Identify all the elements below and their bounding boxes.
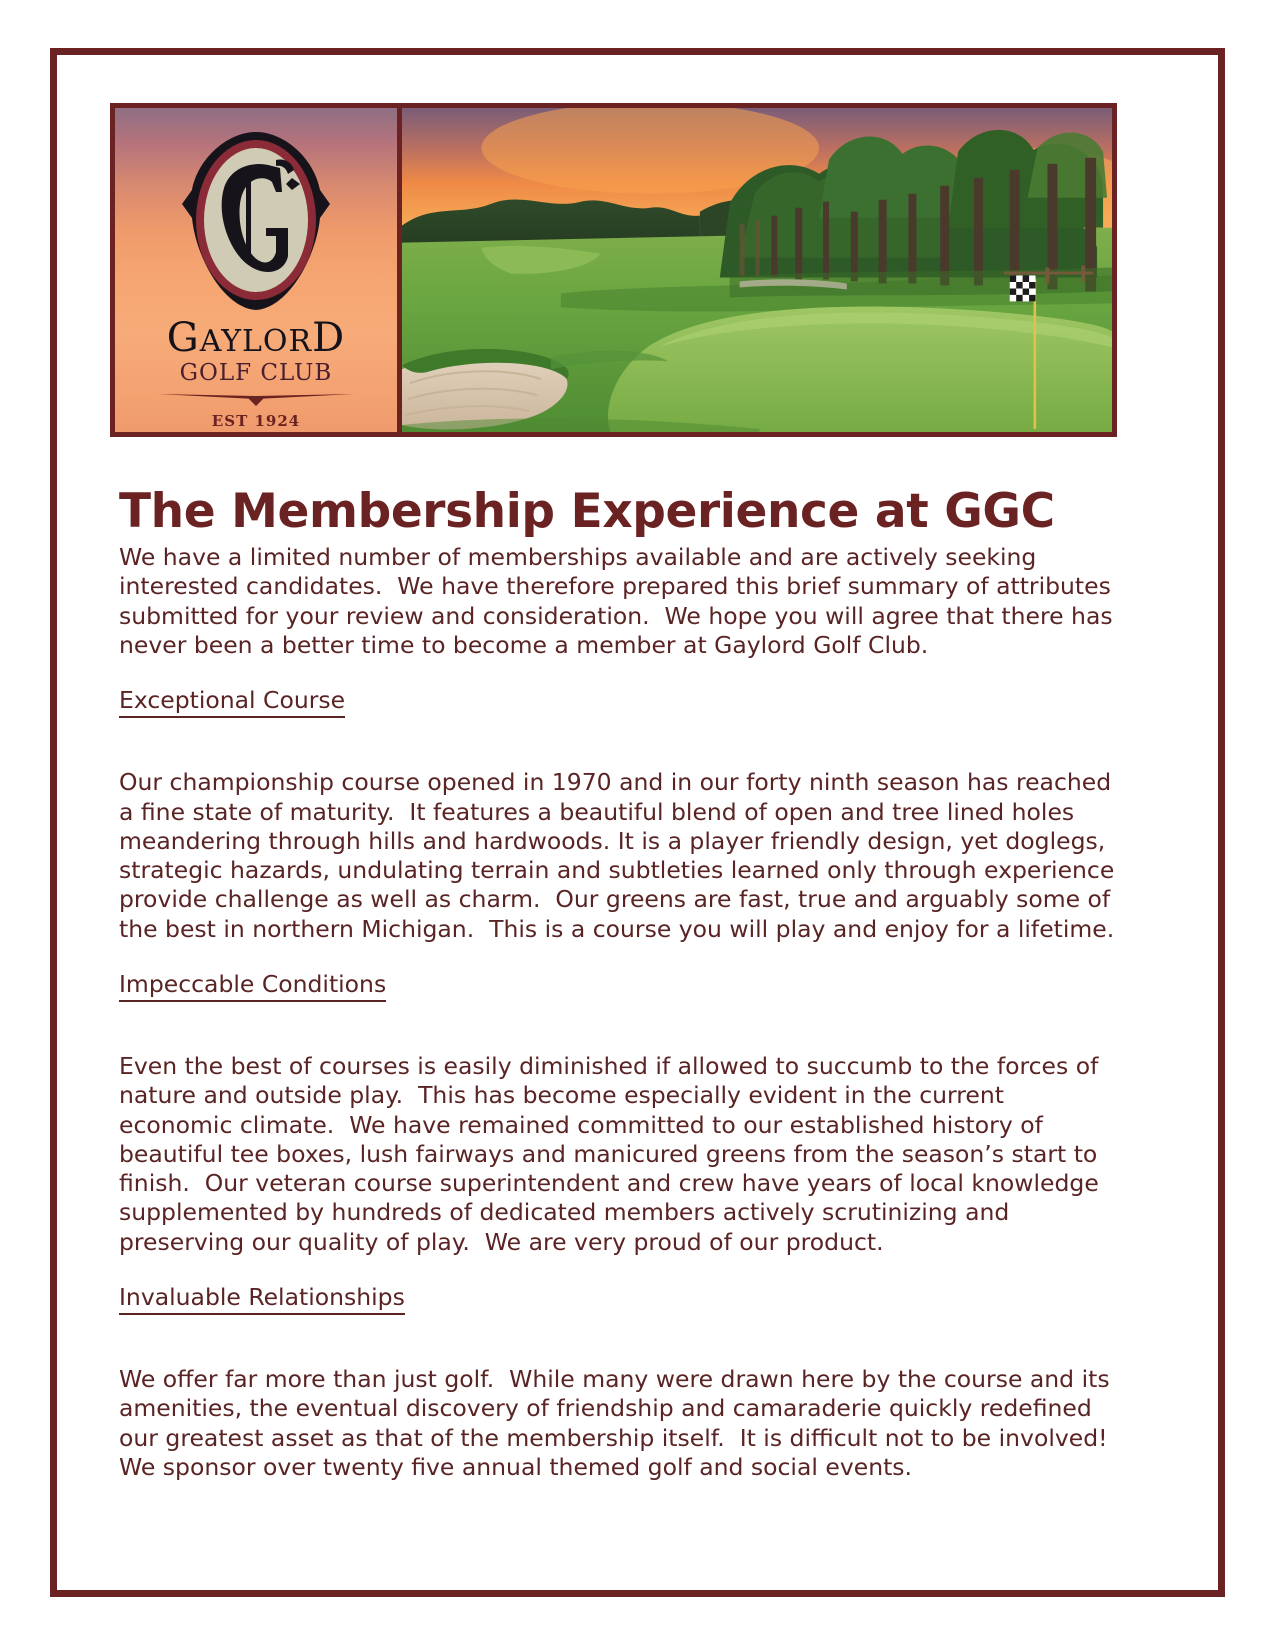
established-year: EST 1924 (211, 412, 301, 430)
brand-name-body: AYLOR (199, 324, 313, 359)
club-logo-panel (115, 108, 402, 432)
intro-paragraph: We have a limited number of memberships available and are actively seeking interested candidates. We have therefore prepared this brief summary of attributes submitted for your review and consideration. We hope you will agree that there has never been a better time to become a member at Gaylord Golf Club. (119, 543, 1121, 659)
brand-subtitle-text: GOLF CLUB (179, 360, 333, 386)
impeccable-conditions-heading-wrap (119, 970, 1119, 1028)
page-border-frame (50, 48, 1225, 1597)
ornate-g-crest-icon (180, 130, 332, 312)
page-title: The Membership Experience at GGC (119, 484, 1055, 540)
brand-subtitle (180, 362, 333, 385)
invaluable-relationships-paragraph: We offer far more than just golf. While many were drawn here by the course and its amenities, the eventual discovery of friendship and camaraderie quickly redefined our greatest asset as that of the membership itself. It is difficult not to be involved! We sponsor over twenty five annual themed golf and social events. (119, 1365, 1123, 1481)
golf-course-photo (402, 108, 1112, 432)
brand-name-terminal: D (312, 315, 346, 361)
document-body (119, 543, 1123, 1508)
impeccable-conditions-paragraph: Even the best of courses is easily diminished if allowed to succumb to the forces of nature and outside play. This has become especially evident in the current economic climate. We have remained committed to our established history of beautiful tee boxes, lush fairways and manicured greens from the season’s start to finish. Our veteran course superintendent and crew have years of local knowledge supplemented by hundreds of dedicated members actively scrutinizing and preserving our quality of play. We are very proud of our product. (119, 1052, 1107, 1256)
invaluable-relationships-heading-wrap (119, 1283, 1119, 1341)
brand-name-initial: G (166, 315, 200, 361)
logo-divider-ornament-icon (156, 392, 356, 406)
brand-name (166, 315, 346, 361)
section-heading-exceptional-course: Exceptional Course (119, 686, 345, 718)
exceptional-course-heading-wrap (119, 686, 1119, 744)
header-banner (110, 103, 1117, 437)
section-heading-invaluable-relationships: Invaluable Relationships (119, 1283, 405, 1315)
section-heading-impeccable-conditions: Impeccable Conditions (119, 970, 386, 1002)
exceptional-course-paragraph: Our championship course opened in 1970 and in our forty ninth season has reached a fine state of maturity. It features a beautiful blend of open and tree lined holes meandering through hills and hardwoods. It is a player friendly design, yet doglegs, strategic hazards, undulating terrain and subtleties learned only through experience provide challenge as well as charm. Our greens are fast, true and arguably some of the best in northern Michigan. This is a course you will play and enjoy for a lifetime. (119, 768, 1122, 943)
